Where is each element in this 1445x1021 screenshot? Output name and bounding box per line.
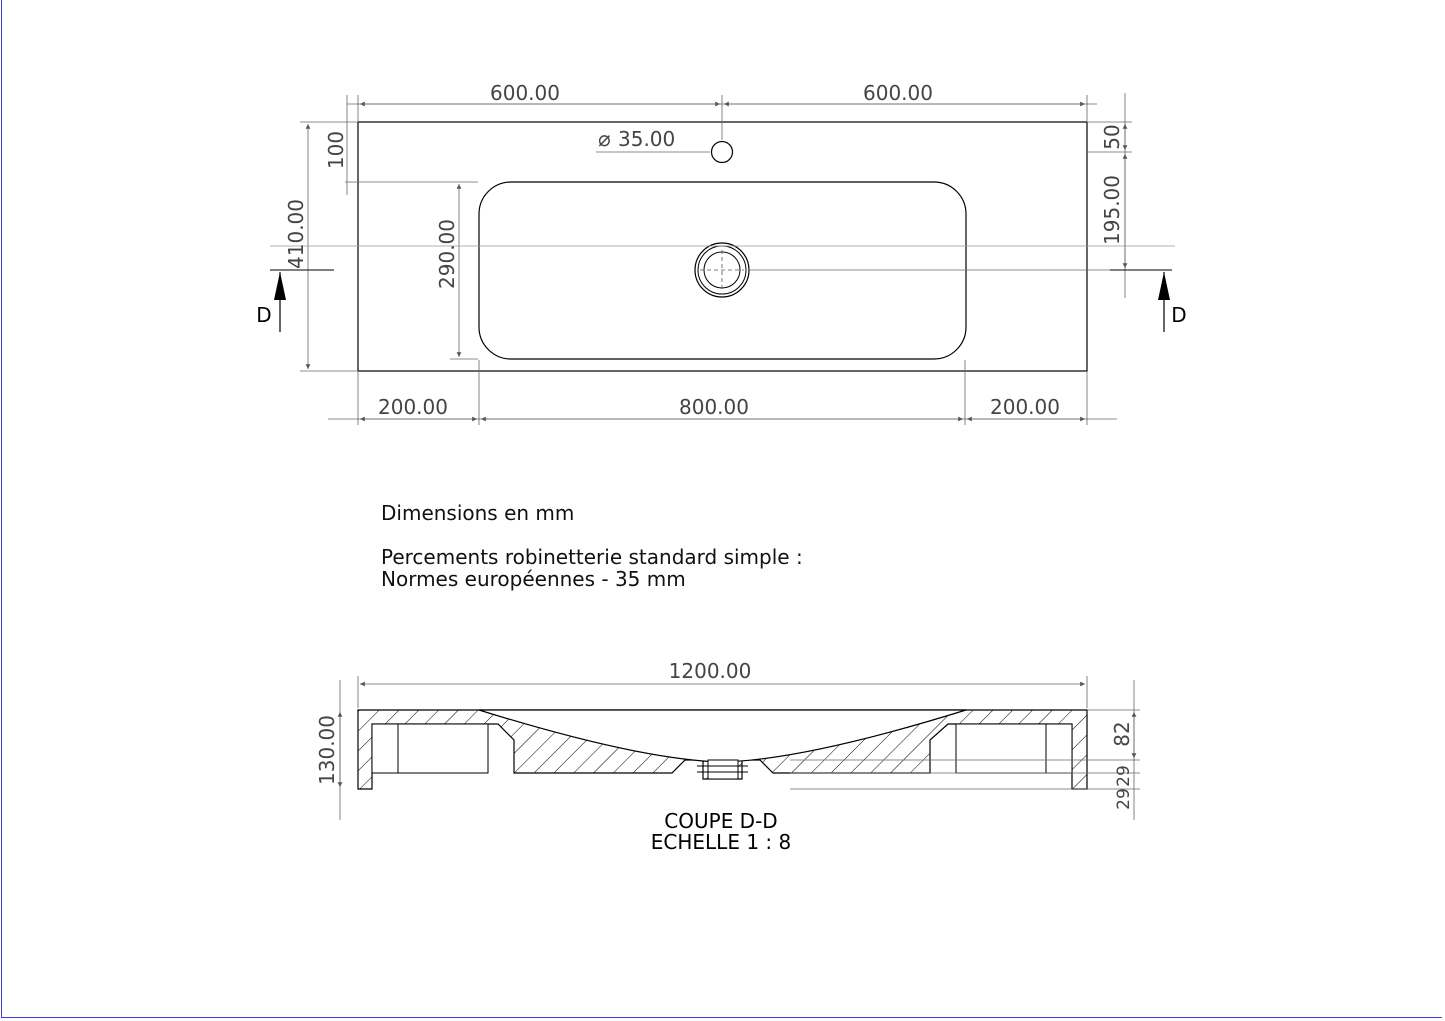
faucet-hole xyxy=(712,142,733,163)
section-label-left: D xyxy=(256,303,272,327)
drain xyxy=(695,243,749,297)
dim-200-right: 200.00 xyxy=(990,395,1060,419)
dim-600-left: 600.00 xyxy=(490,81,560,105)
dim-200-left: 200.00 xyxy=(378,395,448,419)
dim-hole-diameter: 35.00 xyxy=(618,127,676,151)
section-label-right: D xyxy=(1171,303,1187,327)
dim-50: 50 xyxy=(1100,124,1124,150)
dim-82: 82 xyxy=(1110,721,1134,747)
dim-130: 130.00 xyxy=(315,715,339,785)
dim-100: 100 xyxy=(324,130,348,170)
scale-caption: ECHELLE 1 : 8 xyxy=(650,830,792,854)
dim-1200: 1200.00 xyxy=(668,659,752,683)
dim-195: 195.00 xyxy=(1100,175,1124,245)
diameter-symbol: ⌀ xyxy=(598,127,611,151)
top-view xyxy=(256,81,1186,425)
dim-410: 410.00 xyxy=(284,199,308,269)
top-dimension-lines xyxy=(270,93,1175,425)
dim-600-right: 600.00 xyxy=(863,81,933,105)
section-arrow-left xyxy=(270,270,334,332)
dim-29-a: 29 xyxy=(1114,765,1134,787)
dim-29-b: 29 xyxy=(1114,788,1134,810)
dim-800: 800.00 xyxy=(679,395,749,419)
bowl-outline xyxy=(479,182,966,359)
note-standard: Normes européennes - 35 mm xyxy=(381,567,686,591)
note-units: Dimensions en mm xyxy=(381,501,575,525)
note-faucet: Percements robinetterie standard simple : xyxy=(381,545,803,569)
section-caption: COUPE D-D xyxy=(664,809,778,833)
section-view xyxy=(315,659,1140,854)
dim-290: 290.00 xyxy=(435,219,459,289)
section-arrow-right xyxy=(1110,270,1172,332)
